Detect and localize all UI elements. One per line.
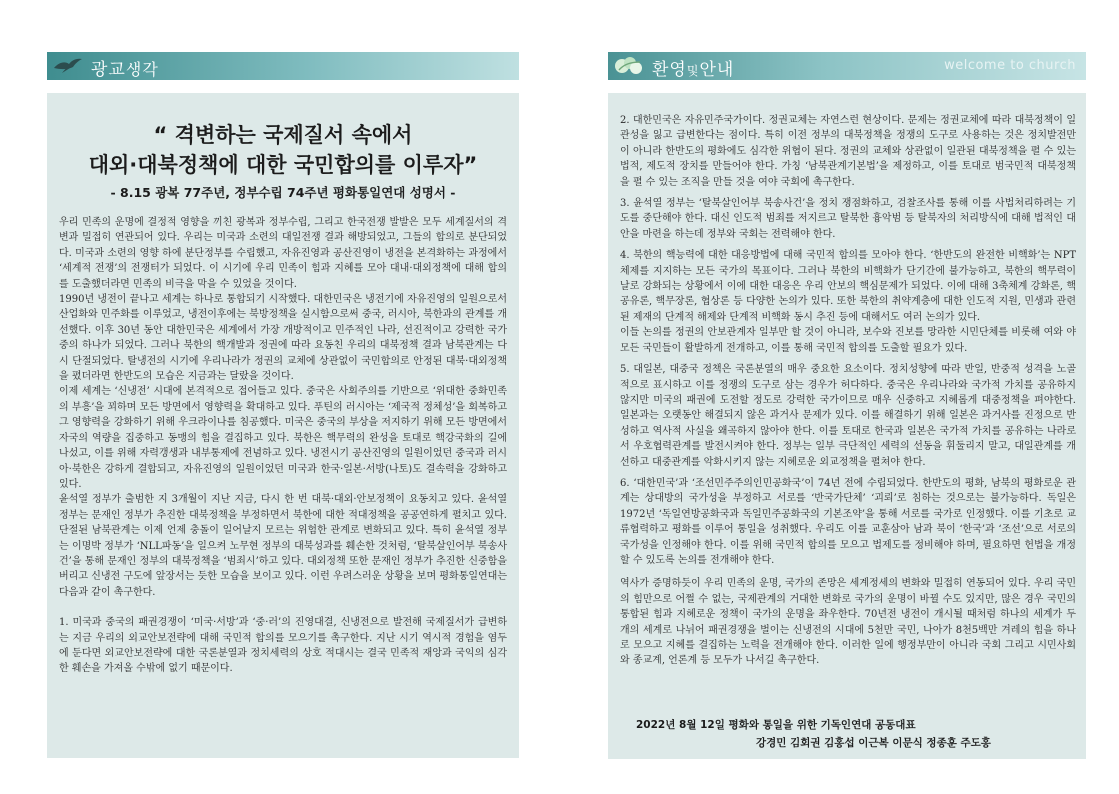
paragraph: 4. 북한의 핵능력에 대한 대응방법에 대해 국민적 합의를 모아야 한다. ‘한반도의 완전한 비핵화’는 NPT체제를 지지하는 모든 국가의 목표이다. 그러나 북한의 비핵화가 단기간에 불가능하고, 북한의 핵무력이 날로 강화되는 상황에서 이에 대한 대응은 우리 안보의 핵심문제가 되었다. 이에 대해 3축체계 강화론, 핵공유론, 핵무장론, 협상론 등 다양한 논의가 있다. 또한 북한의 취약계층에 대한 인도적 지원, 민생과 관련된 제재의 단계적 해제와 단계적 비핵화 동시 추진 등에 대해서도 여러 논의가 있다. bbox=[620, 250, 1076, 323]
statement-title-line1: “ 격변하는 국제질서 속에서 bbox=[153, 123, 413, 147]
paragraph: 1990년 냉전이 끝나고 세계는 하나로 통합되기 시작했다. 대한민국은 냉전기에 자유진영의 일원으로서 산업화와 민주화를 이루었고, 냉전이후에는 북방정책을 실시함으로써 중국, 러시아, 북한과의 관계를 개선했다. 이후 30년 동안 대한민국은 세계에서 가장 개방적이고 민주적인 나라, 선진적이고 강력한 국가 중의 하나가 되었다. 그러나 북한의 핵개발과 정권에 따라 요동친 우리의 대북정책 결과 남북관계는 다시 단절되었다. 탈냉전의 시기에 우리나라가 정권의 교체에 상관없이 국민합의로 안정된 대북·대외정책을 폈더라면 한반도의 모습은 지금과는 달랐을 것이다. bbox=[59, 294, 507, 383]
right-page bbox=[560, 0, 1119, 794]
statement-box-continued bbox=[608, 93, 1086, 759]
signature-date-line: 2022년 8월 12일 평화와 통일을 위한 기독인연대 공동대표 bbox=[636, 719, 916, 731]
paragraph-spacer bbox=[59, 600, 507, 615]
paragraph: 1. 미국과 중국의 패권경쟁이 ‘미국·서방’과 ‘중·러’의 진영대결, 신냉전으로 발전해 국제질서가 급변하는 지금 우리의 외교안보전략에 대해 국민적 합의를 모으기를 촉구한다. 지난 시기 역시적 경험을 염두에 둔다면 외교안보전략에 대한 국론분열과 정치세력의 상호 적대시는 결국 민족적 재앙과 국익의 심각한 훼손을 가져올 수밖에 없기 때문이다. bbox=[59, 617, 507, 675]
leaf-icon bbox=[614, 56, 644, 76]
paragraph: 이들 논의를 정권의 안보관계자 일부만 할 것이 아니라, 보수와 진보를 망라한 시민단체를 비롯해 여와 야 모든 국민들이 활발하게 전개하고, 이를 통해 국민적 합의를 도출할 필요가 있다. bbox=[620, 327, 1076, 354]
paragraph: 3. 윤석열 정부는 ‘탈북살인어부 북송사건’을 정치 쟁점화하고, 검찰조사를 통해 이를 사법처리하려는 기도를 중단해야 한다. 대신 인도적 범죄를 저지르고 탈북한 흉악범 등 탈북자의 처리방식에 대해 법적인 대안을 마련을 하는데 정부와 국회는 전력해야 한다. bbox=[620, 198, 1076, 240]
section-header-right bbox=[608, 52, 1086, 80]
paragraph: 2. 대한민국은 자유민주국가이다. 정권교체는 자연스런 현상이다. 문제는 정권교체에 따라 대북정책이 일관성을 잃고 급변한다는 점이다. 특히 이전 정부의 대북정책을 정쟁의 도구로 사용하는 것은 정치발전만이 아니라 한반도의 평화에도 심각한 위협이 된다. 정권의 교체와 상관없이 일관된 대북정책을 펼 수 있는 법적, 제도적 장치를 만들어야 한다. 가칭 ‘남북관계기본법’을 제정하고, 이를 토대로 범국민적 대북정책을 펼 수 있는 조직을 만들 것을 여야 국회에 촉구한다. bbox=[620, 115, 1076, 188]
paragraph: 우리 민족의 운명에 결정적 영향을 끼친 광복과 정부수립, 그리고 한국전쟁 발발은 모두 세계질서의 격변과 밀접히 연관되어 있다. 우리는 미국과 소련의 대일전쟁 결과 해방되었고, 그들의 합의로 분단되었다. 미국과 소련의 영향 하에 분단정부를 수립했고, 자유진영과 공산진영이 냉전을 본격화하는 과정에서 ‘세계적 전쟁’의 전쟁터가 되었다. 이 시기에 우리 민족이 힘과 지혜를 모아 대내·대외정책에 대해 합의를 도출했더라면 민족의 비극을 막을 수 있었을 것이다. bbox=[59, 217, 507, 290]
section-title-part: 안내 bbox=[699, 60, 735, 80]
paragraph: 5. 대일본, 대중국 정책은 국론분열의 매우 중요한 요소이다. 정치성향에 따라 반일, 반중적 성격을 노골적으로 표시하고 이를 정쟁의 도구로 삼는 경우가 허다하다. 중국은 우리나라와 국가적 가치를 공유하지 않지만 미국의 패권에 도전할 정도로 강력한 국가이므로 매우 신중하고 지혜롭게 대중정책을 펴야한다. 일본과는 오랫동안 해결되지 않은 과거사 문제가 있다. 이를 해결하기 위해 일본은 과거사를 진정으로 반성하고 역사적 사실을 왜곡하지 않아야 한다. 이를 토대로 한국과 일본은 국가적 가치를 공유하는 나라로서 우호협력관계를 발전시켜야 한다. 정부는 일부 극단적인 세력의 선동을 휘둘리지 말고, 대일관계를 개선하고 대중관계를 악화시키지 않는 지혜로운 외교정책을 펼쳐야 한다. bbox=[620, 364, 1076, 468]
section-header-left bbox=[47, 52, 519, 80]
statement-body-left bbox=[59, 215, 507, 677]
section-title-part: 광교 bbox=[91, 60, 126, 80]
paragraph: 6. ‘대한민국’과 ‘조선민주주의인민공화국’이 74년 전에 수립되었다. 한반도의 평화, 남북의 평화로운 관계는 상대방의 국가성을 부정하고 서로를 ‘반국가단체’ ‘괴뢰’로 침하는 것으로는 불가능하다. 독일은 1972년 ‘독일연방공화국과 독일민주공화국의 기본조약’을 통해 서로를 국가로 인정했다. 이를 기초로 교류협력하고 평화를 이루어 통일을 성취했다. 우리도 이를 교훈삼아 남과 북이 ‘한국’과 ‘조선’으로 서로의 국가성을 인정해야 한다. 이를 위해 국민적 합의를 모으고 법제도를 정비해야 하며, 필요하면 헌법을 개정할 수 있도록 논의를 전개해야 한다. bbox=[620, 477, 1076, 566]
signature-names: 강경민 김회권 김홍섭 이근복 이문식 정종훈 주도홍 bbox=[756, 737, 991, 749]
section-title-part: 및 bbox=[686, 64, 700, 78]
paragraph: 윤석열 정부가 출범한 지 3개월이 지난 지금, 다시 한 번 대북·대외·안보정책이 요동치고 있다. 윤석열 정부는 문재인 정부가 추진한 대북정책을 부정하면서 북한에 대한 적대정책을 공공연하게 펼치고 있다. 단절된 남북관계는 이제 언제 충돌이 일어날지 모르는 위험한 관계로 변화되고 있다. 특히 윤석열 정부는 이명박 정부가 ‘NLL파동’을 일으켜 노무현 정부의 대북성과를 훼손한 것처럼, ‘탈북살인어부 북송사건’을 통해 문재인 정부의 대북정책을 ‘범죄시’하고 있다. 대외정책 또한 문재인 정부가 추진한 신중함을 버리고 신냉전 구도에 앞장서는 듯한 모습을 보이고 있다. 이런 우려스러운 상황을 보며 평화통일연대는 다음과 같이 촉구한다. bbox=[59, 494, 507, 598]
section-title-left bbox=[91, 55, 159, 80]
statement-subtitle: - 8.15 광복 77주년, 정부수립 74주년 평화통일연대 성명서 - bbox=[110, 185, 456, 200]
paragraph: 이제 세계는 ‘신냉전’ 시대에 본격적으로 접어들고 있다. 중국은 사회주의를 기반으로 ‘위대한 중화민족의 부흥’을 꾀하며 모든 방면에서 영향력을 확대하고 있다. 푸틴의 러시아는 ‘제국적 정체성’을 회복하고 그 영향력을 강화하기 위해 우크라이나를 침공했다. 미국은 중국의 부상을 저지하기 위해 모든 방면에서 자국의 역량을 집중하고 동맹의 힘을 결집하고 있다. 북한은 핵무력의 완성을 토대로 핵강국화의 길에 나섰고, 이를 위해 자력갱생과 내부통제에 전념하고 있다. 냉전시기 공산진영의 일원이었던 중국과 러시아·북한은 강하게 결합되고, 자유진영의 일원이었던 미국과 한국·일본·서방(나토)도 결속력을 강화하고 있다. bbox=[59, 386, 507, 490]
section-title-part: 생각 bbox=[125, 60, 159, 79]
statement-box bbox=[47, 93, 519, 758]
section-english-title: welcome to church bbox=[944, 58, 1076, 73]
paragraph: 역사가 증명하듯이 우리 민족의 운명, 국가의 존망은 세계정세의 변화와 밀접히 연동되어 있다. 우리 국민의 힘만으로 어쩔 수 없는, 국제관계의 거대한 변화로 국가의 운명이 바뀔 수도 있지만, 많은 경우 국민의 통합된 힘과 지혜로운 정책이 국가의 운명을 좌우한다. 70년전 냉전이 개시될 때처럼 하나의 세계가 두 개의 세계로 나뉘어 패권경쟁을 벌이는 신냉전의 시대에 5천만 국민, 나아가 8천5백만 겨레의 힘을 하나로 모으고 지혜를 결집하는 노력을 전개해야 한다. 이러한 일에 행정부만이 아니라 국회 그리고 시민사회와 종교계, 언론계 등 모두가 나서길 촉구한다. bbox=[620, 578, 1076, 667]
section-title-part: 환영 bbox=[652, 60, 687, 80]
section-title-right bbox=[652, 55, 734, 80]
bird-icon bbox=[53, 56, 83, 76]
statement-title-line2: 대외·대북정책에 대한 국민합의를 이루자” bbox=[88, 153, 478, 177]
statement-body-right bbox=[620, 113, 1076, 669]
